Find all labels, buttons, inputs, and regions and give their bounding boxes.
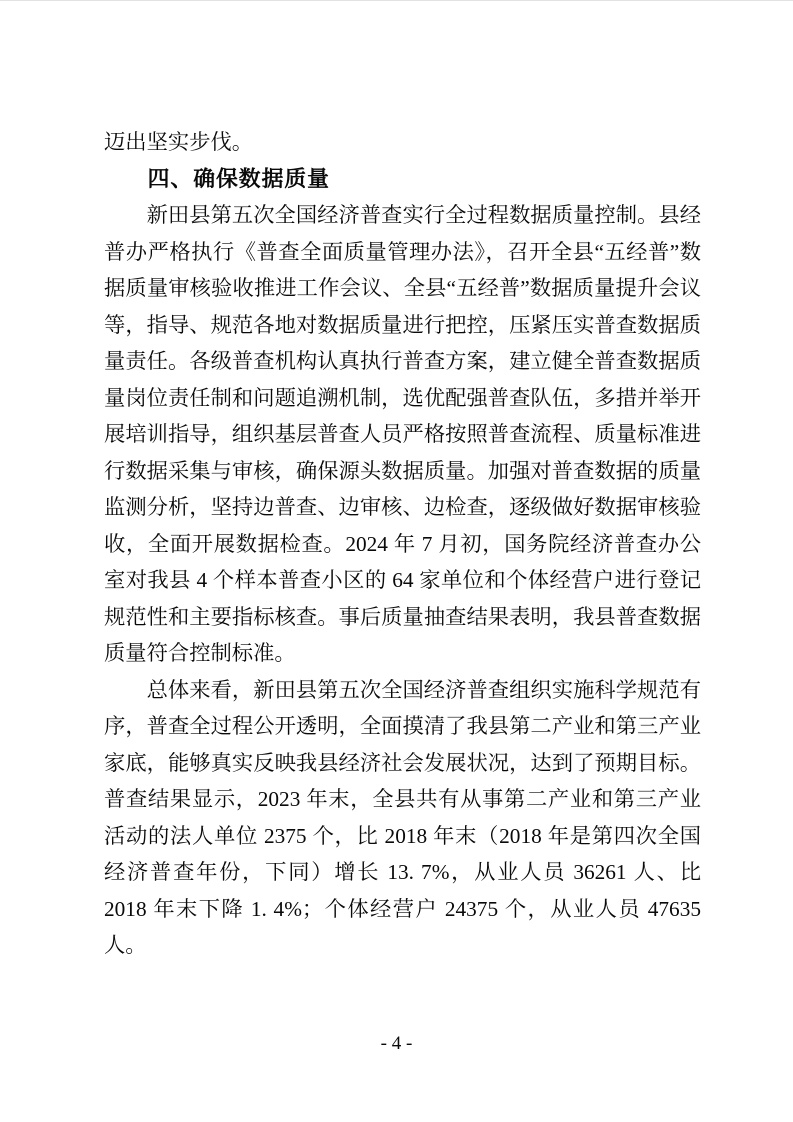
paragraph-data-quality: 新田县第五次全国经济普查实行全过程数据质量控制。县经普办严格执行《普查全面质量管理办法》，召开全县“五经普”数据质量审核验收推进工作会议、全县“五经普”数据质量提升会议等，指导、规范各地对数据质量进行把控，压紧压实普查数据质量责任。各级普查机构认真执行普查方案，建立健全普查数据质量岗位责任制和问题追溯机制，选优配强普查队伍，多措并举开展培训指导，组织基层普查人员严格按照普查流程、质量标准进行数据采集与审核，确保源头数据质量。加强对普查数据的质量监测分析，坚持边普查、边审核、边检查，逐级做好数据审核验收，全面开展数据检查。2024 年 7 月初，国务院经济普查办公室对我县 4 个样本普查小区的 64 家单位和个体经营户进行登记规范性和主要指标核查。事后质量抽查结果表明，我县普查数据质量符合控制标准。 [104,203,701,665]
section-heading: 四、确保数据质量 [147,165,330,191]
document-body [104,124,701,964]
paragraph-census-summary: 总体来看，新田县第五次全国经济普查组织实施科学规范有序，普查全过程公开透明，全面摸清了我县第二产业和第三产业家底，能够真实反映我县经济社会发展状况，达到了预期目标。普查结果显示，2023 年末，全县共有从事第二产业和第三产业活动的法人单位 2375 个，比 2018 年末（2018 年是第四次全国经济普查年份，下同）增长 13. 7%，从业人员 36261 人、比 2018 年末下降 1. 4%；个体经营户 24375 个，从业人员 47635 人。 [104,677,701,957]
continuation-paragraph: 迈出坚实步伐。 [104,130,254,154]
page-number: - 4 - [380,1033,413,1054]
